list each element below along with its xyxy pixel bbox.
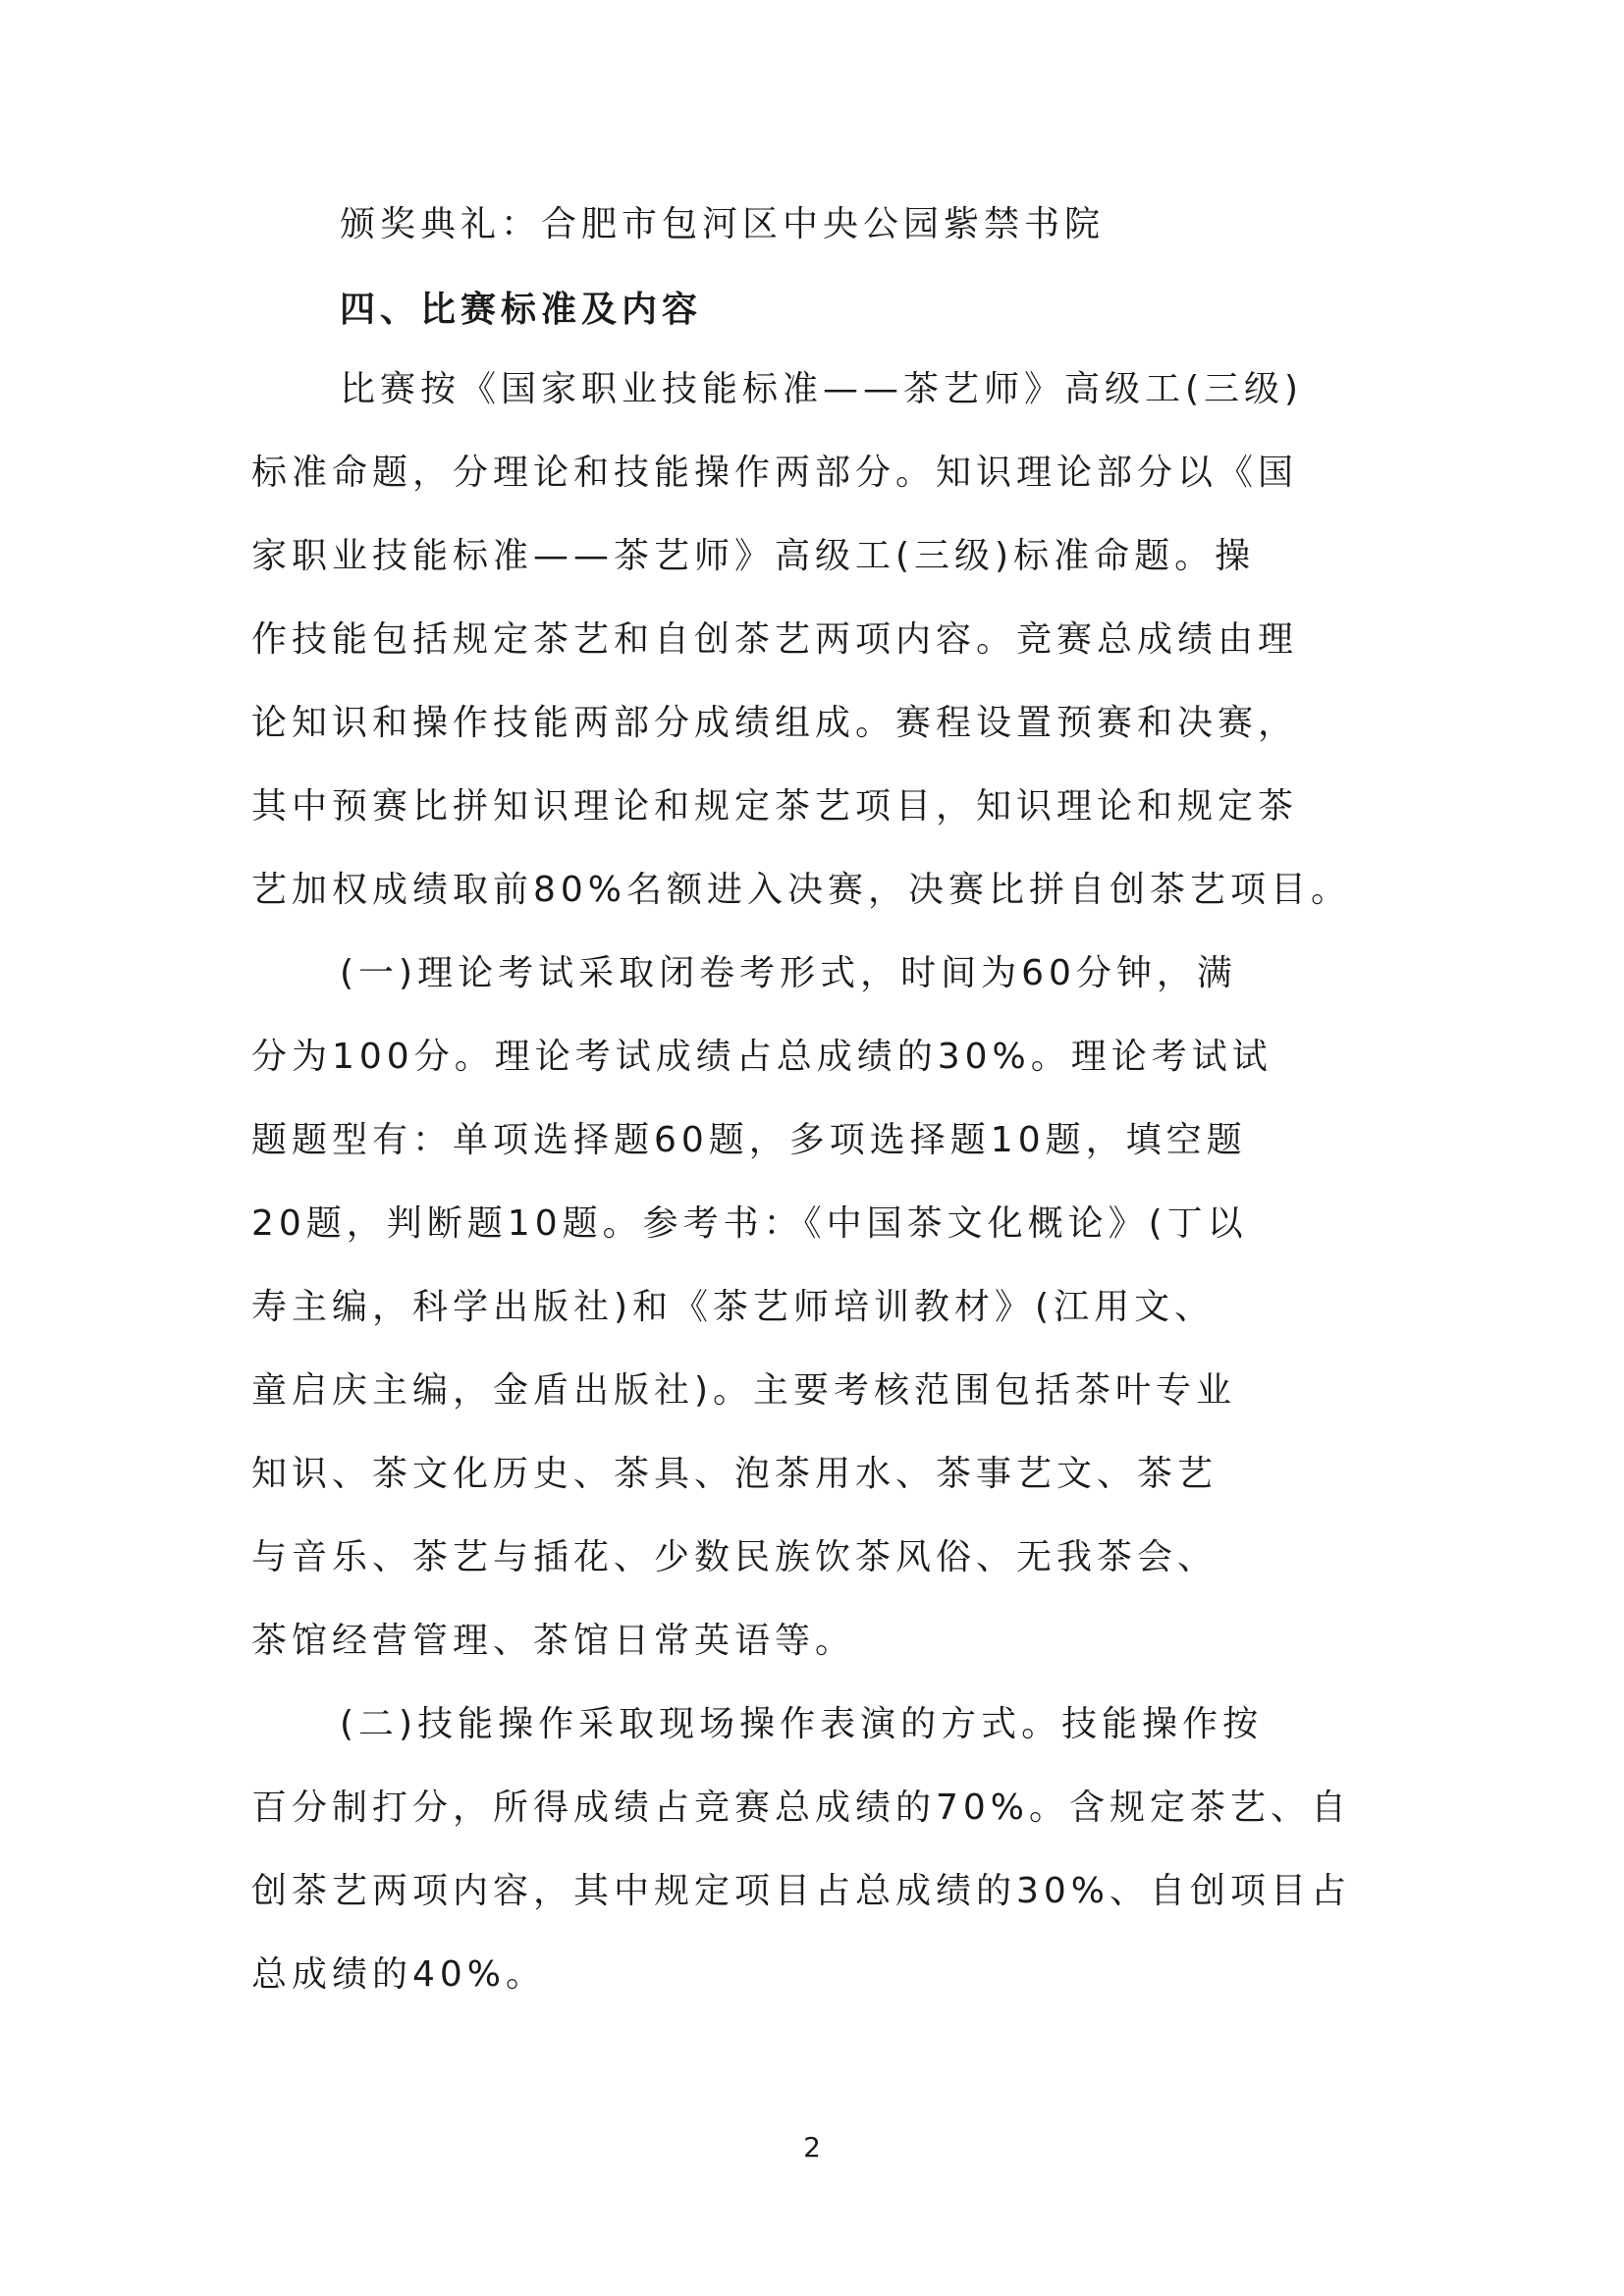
paragraph-line: 童启庆主编，金盾出版社)。主要考核范围包括茶叶专业 [251,1370,1237,1411]
award-ceremony-line: 颁奖典礼：合肥市包河区中央公园紫禁书院 [340,204,1106,244]
paragraph-line: 家职业技能标准——茶艺师》高级工(三级)标准命题。操 [251,536,1256,576]
paragraph-line: (二)技能操作采取现场操作表演的方式。技能操作按 [340,1704,1264,1744]
page-number: 2 [803,2131,821,2163]
paragraph-line: (一)理论考试采取闭卷考形式，时间为60分钟，满 [340,953,1237,993]
paragraph-line: 比赛按《国家职业技能标准——茶艺师》高级工(三级) [340,369,1304,409]
paragraph-line: 题题型有：单项选择题60题，多项选择题10题，填空题 [251,1120,1247,1160]
section-heading: 四、比赛标准及内容 [340,290,703,330]
paragraph-line: 茶馆经营管理、茶馆日常英语等。 [251,1621,856,1661]
paragraph-line: 分为100分。理论考试成绩占总成绩的30%。理论考试试 [251,1037,1272,1077]
paragraph-line: 标准命题，分理论和技能操作两部分。知识理论部分以《国 [251,453,1299,493]
paragraph-line: 百分制打分，所得成绩占竞赛总成绩的70%。含规定茶艺、自 [251,1788,1352,1828]
paragraph-line: 艺加权成绩取前80%名额进入决赛，决赛比拼自创茶艺项目。 [251,870,1352,910]
paragraph-line: 总成绩的40%。 [251,1954,547,1995]
paragraph-line: 与音乐、茶艺与插花、少数民族饮茶风俗、无我茶会、 [251,1537,1218,1577]
paragraph-line: 作技能包括规定茶艺和自创茶艺两项内容。竞赛总成绩由理 [251,619,1299,660]
paragraph-line: 寿主编，科学出版社)和《茶艺师培训教材》(江用文、 [251,1287,1216,1327]
paragraph-line: 其中预赛比拼知识理论和规定茶艺项目，知识理论和规定茶 [251,786,1299,827]
paragraph-line: 创茶艺两项内容，其中规定项目占总成绩的30%、自创项目占 [251,1871,1352,1911]
paragraph-line: 20题，判断题10题。参考书：《中国茶文化概论》(丁以 [251,1203,1248,1244]
paragraph-line: 知识、茶文化历史、茶具、泡茶用水、茶事艺文、茶艺 [251,1454,1218,1494]
paragraph-line: 论知识和操作技能两部分成绩组成。赛程设置预赛和决赛， [251,703,1299,743]
